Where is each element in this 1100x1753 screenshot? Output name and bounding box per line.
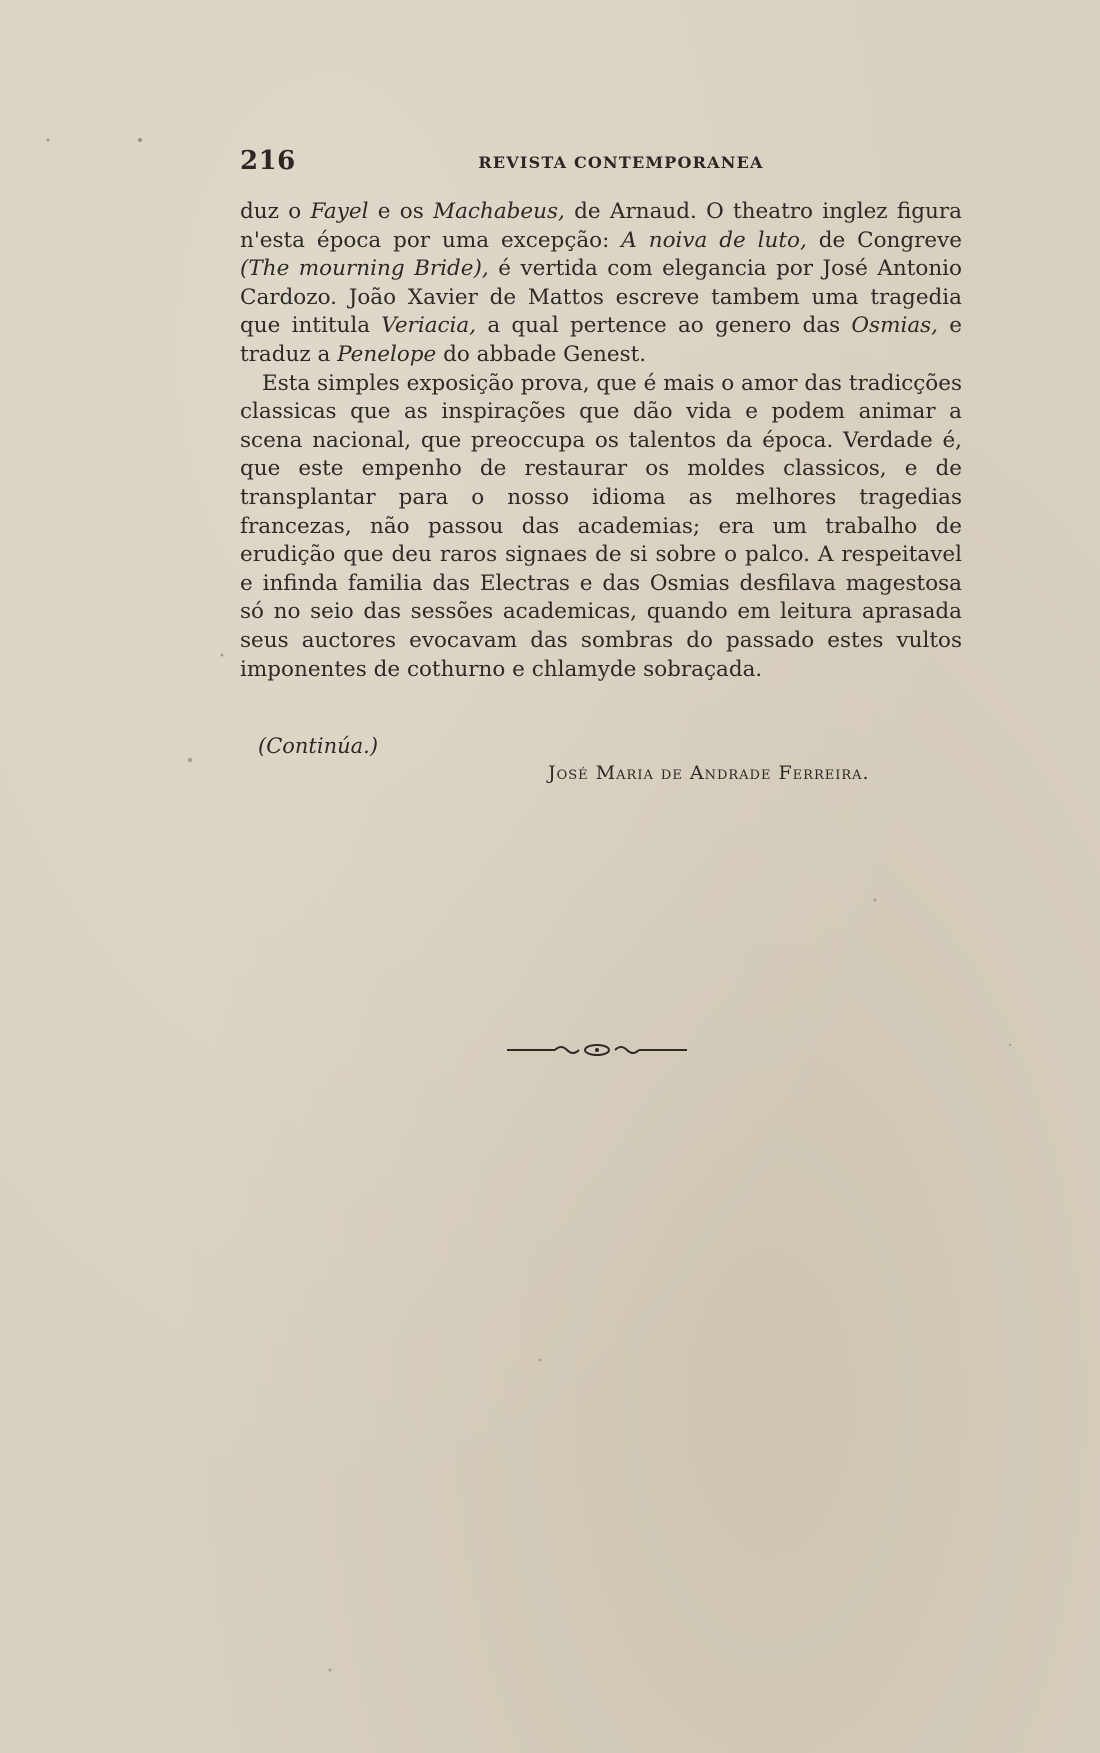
running-title: REVISTA CONTEMPORANEA bbox=[478, 153, 764, 172]
italic-title: Fayel bbox=[310, 199, 369, 224]
paragraph-2: Esta simples exposição prova, que é mais o amor das tradicções classicas que as inspirações que dão vida e podem animar a scena nacional, que preoccupa os talentos da época. Verdade é, que este empenho de restaurar os moldes classicos, e de transplantar para o nosso idioma as melhores tragedias francezas, não passou das academias; era um trabalho de erudição que deu raros signaes de si sobre o palco. A respeitavel e infinda familia das Electras e das Osmias desfilava magestosa só no seio das sessões academicas, quando em leitura aprasada seus auctores evocavam das sombras do passado estes vultos imponentes de cothurno e chlamyde sobraçada. bbox=[240, 370, 962, 682]
italic-title: (The mourning Bride), bbox=[240, 256, 489, 282]
paragraph-1 bbox=[240, 198, 962, 370]
ornament-divider bbox=[507, 1040, 687, 1060]
text-run: a qual pertence ao genero das bbox=[476, 313, 852, 339]
italic-title: Penelope bbox=[337, 341, 437, 367]
text-run: e os bbox=[368, 199, 434, 224]
page-header bbox=[240, 146, 962, 180]
article-body bbox=[240, 198, 962, 684]
text-run: de Arnaud. O theatro inglez figura n'esta época por uma excepção: bbox=[240, 199, 962, 253]
continued-note: (Continúa.) bbox=[258, 734, 379, 758]
italic-title: Osmias, bbox=[851, 313, 939, 339]
text-run: de Congreve bbox=[806, 227, 962, 253]
text-run: duz o bbox=[240, 199, 311, 224]
text-run: e traduz a bbox=[240, 313, 962, 367]
author-signature: José Maria de Andrade Ferreira. bbox=[548, 762, 870, 784]
italic-title: Veriacia, bbox=[381, 313, 477, 339]
italic-title: A noiva de luto, bbox=[621, 227, 807, 253]
italic-title: Machabeus, bbox=[433, 199, 565, 224]
text-run: do abbade Genest. bbox=[436, 341, 647, 367]
text-run: é vertida com elegancia por José Antonio Cardozo. João Xavier de Mattos escreve tambem uma tragedia que intitula bbox=[240, 256, 962, 339]
page-number: 216 bbox=[240, 146, 296, 176]
